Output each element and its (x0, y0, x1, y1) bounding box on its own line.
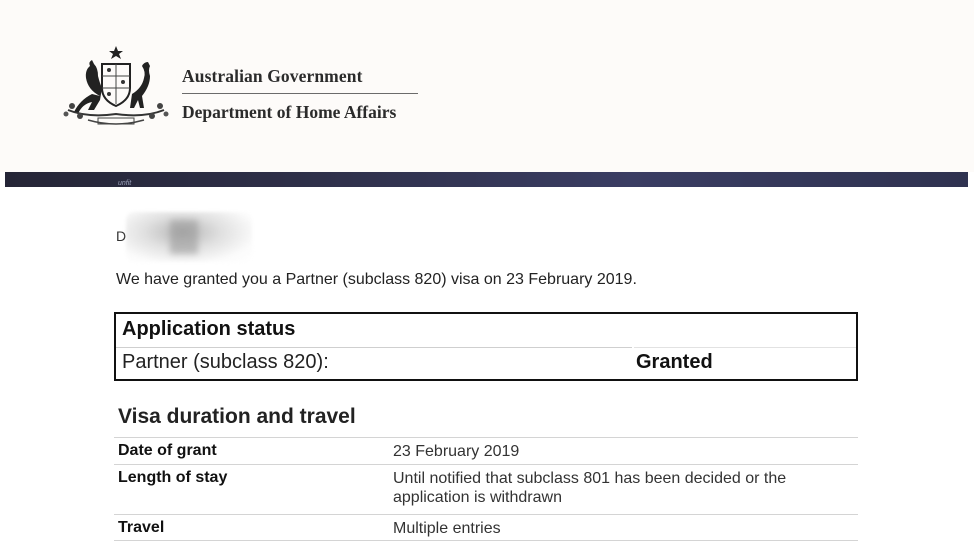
visa-subclass-label: Partner (subclass 820): (122, 351, 329, 373)
letterhead (0, 0, 974, 172)
row-label: Date of grant (118, 442, 217, 459)
header-band (5, 172, 968, 187)
salutation: D (116, 228, 127, 244)
government-name: Australian Government (182, 66, 418, 94)
department-name: Department of Home Affairs (182, 102, 397, 122)
status-divider-right (634, 347, 856, 348)
government-title-block (182, 66, 422, 123)
grant-intro-text: We have granted you a Partner (subclass 820) visa on 23 February 2019. (116, 271, 637, 288)
row-value: 23 February 2019 (393, 443, 520, 460)
application-status-box (114, 312, 858, 381)
row-label: Length of stay (118, 469, 228, 486)
band-tag: unfit (118, 180, 132, 187)
row-label: Travel (118, 519, 165, 536)
status-value: Granted (636, 351, 713, 373)
table-row (114, 514, 858, 541)
table-row (114, 437, 858, 464)
coat-of-arms-icon (58, 44, 174, 130)
visa-duration-title: Visa duration and travel (118, 405, 356, 428)
table-row (114, 464, 858, 514)
status-divider (116, 347, 632, 348)
visa-duration-table (114, 437, 858, 541)
row-value: Multiple entries (393, 520, 501, 537)
redacted-name (126, 212, 252, 262)
row-value: Until notified that subclass 801 has been decided or the application is withdrawn (393, 470, 787, 506)
application-status-title: Application status (122, 318, 296, 340)
